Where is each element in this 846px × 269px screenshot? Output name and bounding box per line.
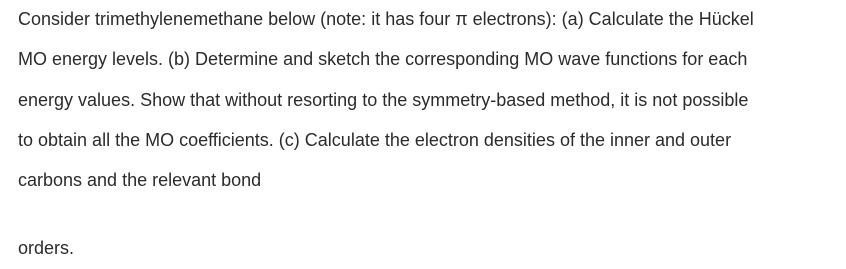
question-line-4: to obtain all the MO coefficients. (c) Calculate the electron densities of the inner and outer bbox=[18, 130, 732, 150]
question-line-3: energy values. Show that without resorting to the symmetry-based method, it is not possible bbox=[18, 90, 749, 110]
question-line-2: MO energy levels. (b) Determine and sketch the corresponding MO wave functions for each bbox=[18, 49, 748, 69]
question-line-5: carbons and the relevant bond bbox=[18, 170, 262, 190]
question-line-1: Consider trimethylenemethane below (note: it has four π electrons): (a) Calculate the Hückel bbox=[18, 9, 754, 29]
question-line-6: orders. bbox=[18, 238, 75, 258]
